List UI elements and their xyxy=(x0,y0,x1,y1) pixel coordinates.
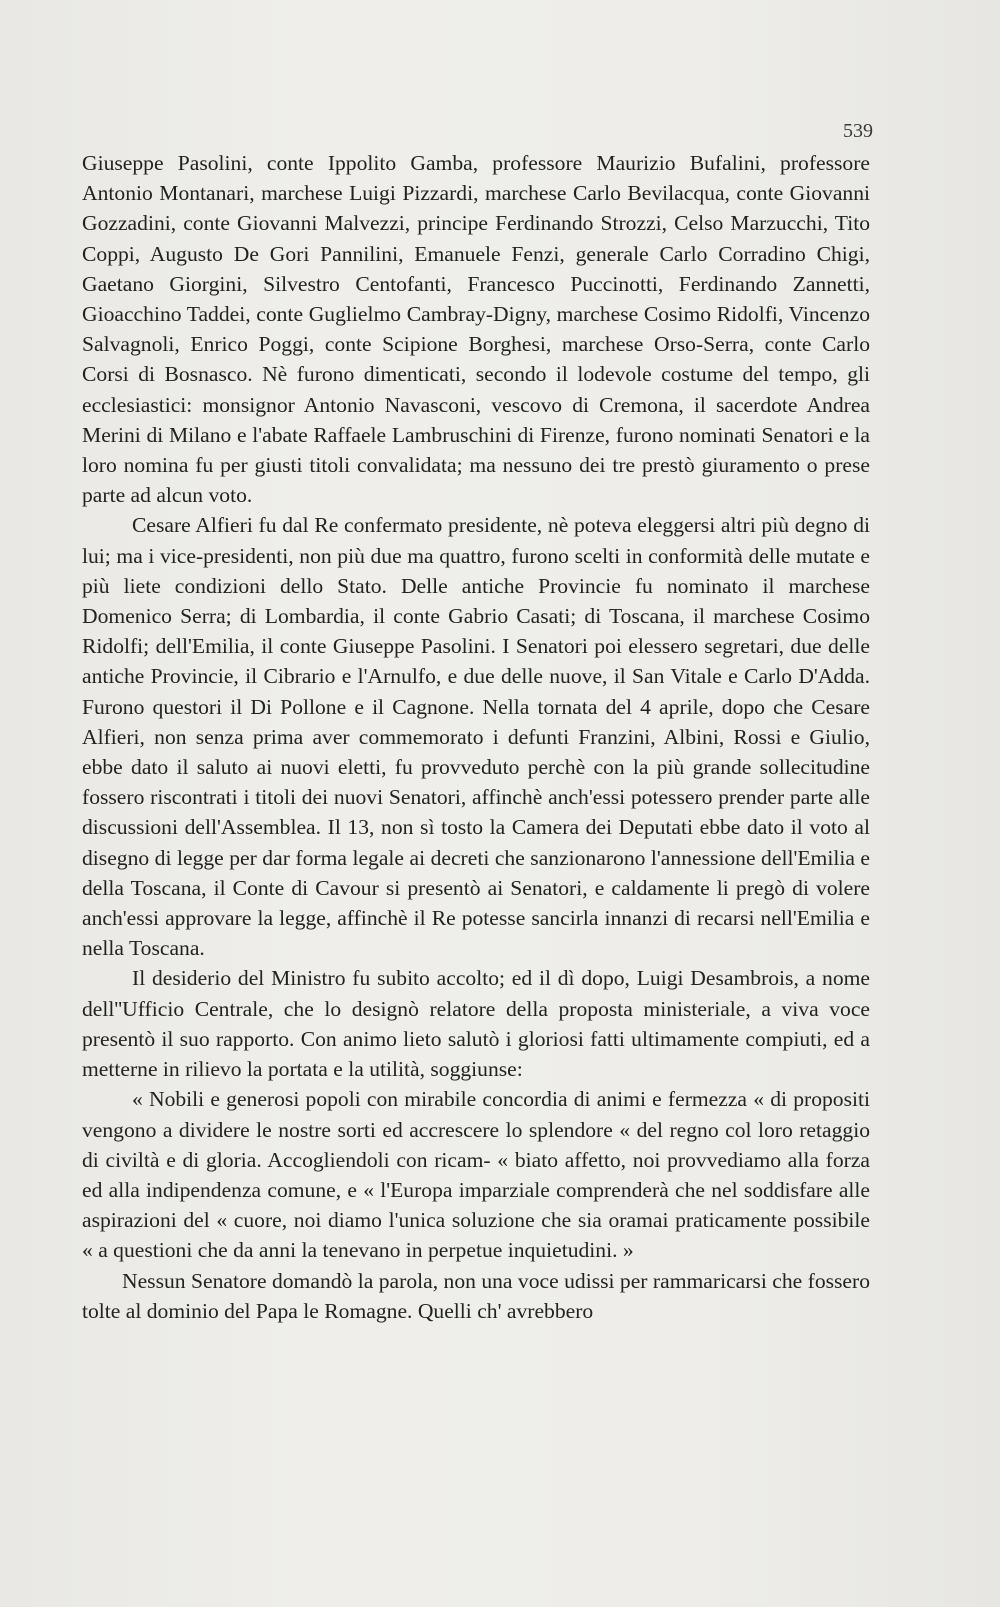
page-number: 539 xyxy=(843,120,873,142)
paragraph-2: Cesare Alfieri fu dal Re confermato presidente, nè poteva eleggersi altri più degno di lui; ma i vice-presidenti, non più due ma quattro, furono scelti in conformità delle mutate e più liete condizioni dello Stato. Delle antiche Provincie fu nominato il marchese Domenico Serra; di Lombardia, il conte Gabrio Casati; di Toscana, il marchese Cosimo Ridolfi; dell'Emilia, il conte Giuseppe Pasolini. I Senatori poi elessero segretari, due delle antiche Provincie, il Cibrario e l'Arnulfo, e due delle nuove, il San Vitale e Carlo D'Adda. Furono questori il Di Pollone e il Cagnone. Nella tornata del 4 aprile, dopo che Cesare Alfieri, non senza prima aver commemorato i defunti Franzini, Albini, Rossi e Giulio, ebbe dato il saluto ai nuovi eletti, fu provveduto perchè con la più grande sollecitudine fossero riscontrati i titoli dei nuovi Senatori, affinchè anch'essi potessero prender parte alle discussioni dell'Assemblea. Il 13, non sì tosto la Camera dei Deputati ebbe dato il voto al disegno di legge per dar forma legale ai decreti che sanzionarono l'annessione dell'Emilia e della Toscana, il Conte di Cavour si presentò ai Senatori, e caldamente li pregò di volere anch'essi approvare la legge, affinchè il Re potesse sancirla innanzi di recarsi nell'Emilia e nella Toscana. xyxy=(82,513,870,961)
body-text xyxy=(82,148,870,1326)
quotation: « Nobili e generosi popoli con mirabile concordia di animi e fermezza « di propositi vengono a dividere le nostre sorti ed accrescere lo splendore « del regno col loro retaggio di civiltà e di gloria. Accogliendoli con ricam- « biato affetto, noi provvediamo alla forza ed alla indipendenza comune, e « l'Europa imparziale comprenderà che nel soddisfare alle aspirazioni del « cuore, noi diamo l'unica soluzione che sia oramai praticamente possibile « a questioni che da anni la tenevano in perpetue inquietudini. » xyxy=(82,1087,870,1263)
paragraph-1: Giuseppe Pasolini, conte Ippolito Gamba, professore Maurizio Bufalini, professore Antonio Montanari, marchese Luigi Pizzardi, marchese Carlo Bevilacqua, conte Giovanni Gozzadini, conte Giovanni Malvezzi, principe Ferdinando Strozzi, Celso Marzucchi, Tito Coppi, Augusto De Gori Pannilini, Emanuele Fenzi, generale Carlo Corradino Chigi, Gaetano Giorgini, Silvestro Centofanti, Francesco Puccinotti, Ferdinando Zannetti, Gioacchino Taddei, conte Guglielmo Cambray-Digny, marchese Cosimo Ridolfi, Vincenzo Salvagnoli, Enrico Poggi, conte Scipione Borghesi, marchese Orso-Serra, conte Carlo Corsi di Bosnasco. Nè furono dimenticati, secondo il lodevole costume del tempo, gli ecclesiastici: monsignor Antonio Navasconi, vescovo di Cremona, il sacerdote Andrea Merini di Milano e l'abate Raffaele Lambruschini di Firenze, furono nominati Senatori e la loro nomina fu per giusti titoli convalidata; ma nessuno dei tre prestò giuramento o prese parte ad alcun voto. xyxy=(82,151,870,508)
paragraph-closing: Nessun Senatore domandò la parola, non una voce udissi per rammaricarsi che fossero tolte al dominio del Papa le Romagne. Quelli ch' avrebbero xyxy=(82,1268,870,1323)
paragraph-3: Il desiderio del Ministro fu subito accolto; ed il dì dopo, Luigi Desambrois, a nome dell''Ufficio Centrale, che lo designò relatore della proposta ministeriale, a viva voce presentò il suo rapporto. Con animo lieto salutò i gloriosi fatti ultimamente compiuti, ed a metterne in rilievo la portata e la utilità, soggiunse: xyxy=(82,966,870,1082)
